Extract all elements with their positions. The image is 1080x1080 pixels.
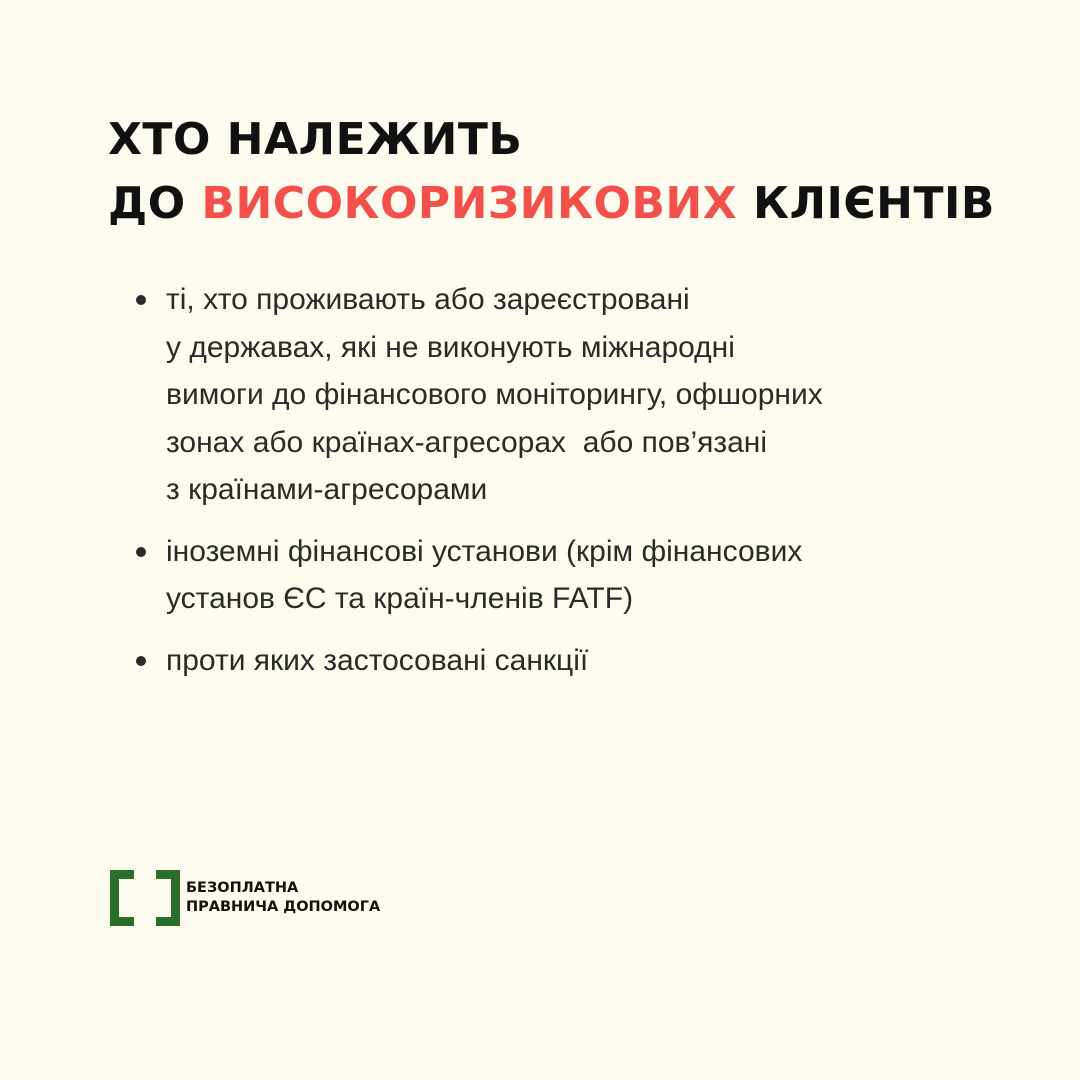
bullet-dot-icon: [136, 656, 146, 666]
title-prefix: ДО: [108, 178, 202, 229]
logo-line-1: БЕЗОПЛАТНА: [186, 880, 299, 896]
list-item: [136, 528, 996, 623]
list-item-line: іноземні фінансові установи (крім фінансових: [166, 534, 803, 568]
title-line-1: ХТО НАЛЕЖИТЬ: [108, 114, 523, 165]
bullet-dot-icon: [136, 295, 146, 305]
list-item-line: вимоги до фінансового моніторингу, офшорних: [166, 378, 823, 411]
list-item-line: ті, хто проживають або зареєстровані: [166, 283, 690, 316]
bracket-left-icon: [110, 870, 134, 926]
logo-line-2: ПРАВНИЧА ДОПОМОГА: [186, 899, 381, 915]
page-title: [108, 108, 995, 236]
bullet-dot-icon: [136, 547, 146, 557]
title-accent: ВИСОКОРИЗИКОВИХ: [201, 178, 738, 229]
logo-text: [186, 879, 380, 917]
list-item-line: проти яких застосовані санкції: [166, 643, 589, 677]
title-suffix: КЛІЄНТІВ: [737, 178, 995, 229]
list-item-line: у державах, які не виконують міжнародні: [166, 330, 735, 364]
bullet-list: [136, 276, 996, 698]
list-item-line: з країнами-агресорами: [166, 473, 488, 506]
list-item-line: зонах або країнах-агресорах або пов’язані: [166, 425, 768, 459]
list-item: [136, 637, 996, 685]
list-item: [136, 276, 996, 514]
list-item-line: установ ЄС та країн-членів FATF): [166, 582, 634, 615]
bracket-right-icon: [156, 870, 180, 926]
title-line-2: [108, 172, 995, 236]
